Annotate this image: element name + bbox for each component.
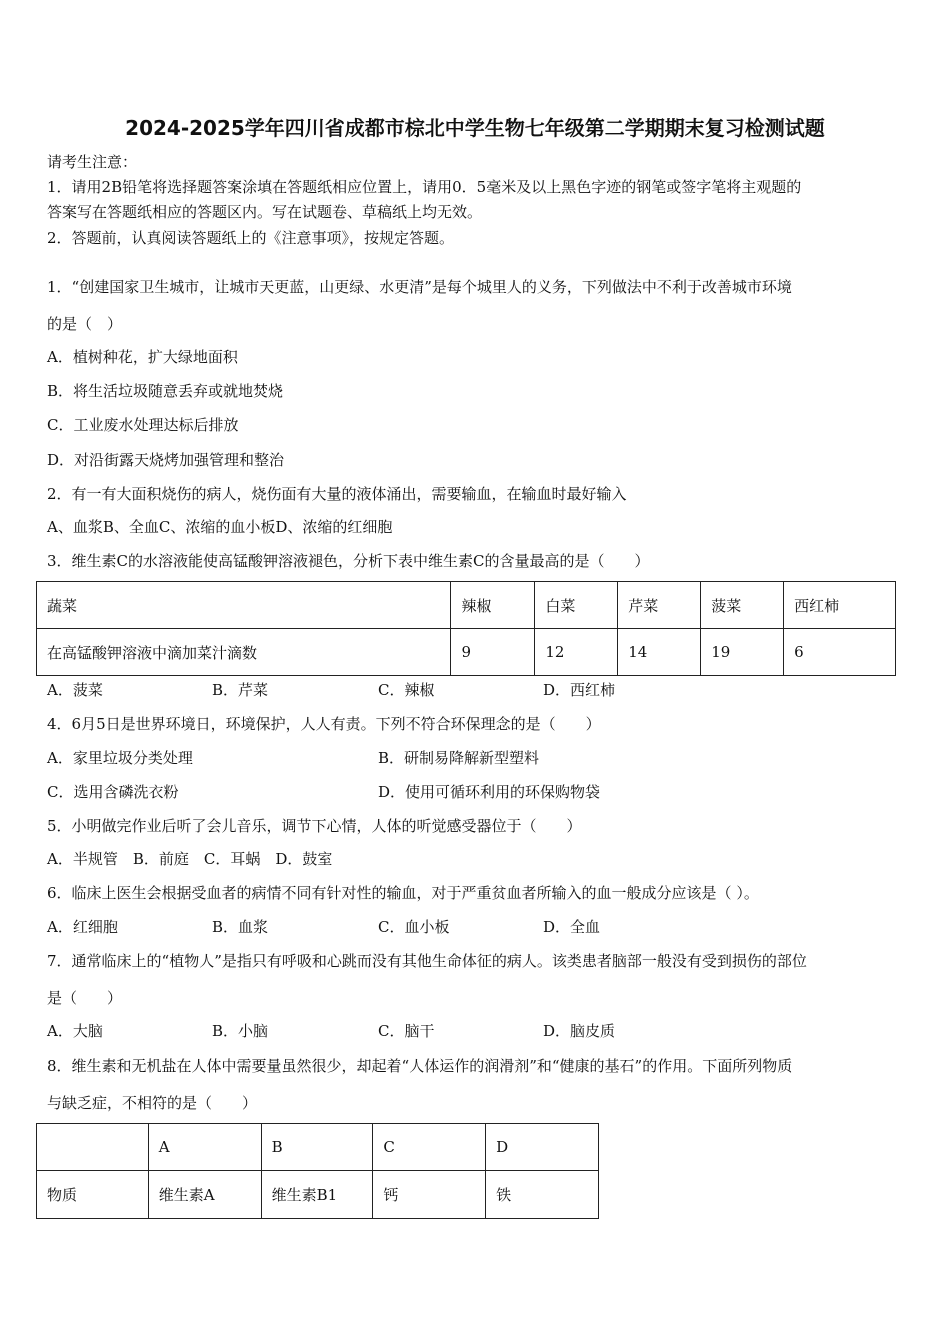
q1-stem-2: 的是（ ） xyxy=(47,315,123,333)
q3-table-cell: 辣椒 xyxy=(451,582,535,629)
q3-table-cell: 14 xyxy=(618,629,701,676)
q7-option-c: C．脑干 xyxy=(378,1022,435,1040)
q8-table-cell: A xyxy=(148,1124,261,1171)
q3-option-c: C．辣椒 xyxy=(378,681,435,699)
q8-table-cell: B xyxy=(261,1124,373,1171)
q3-table-cell: 6 xyxy=(784,629,896,676)
q7-option-a: A．大脑 xyxy=(47,1022,103,1040)
q3-table-cell: 在高锰酸钾溶液中滴加菜汁滴数 xyxy=(37,629,451,676)
notice-heading: 请考生注意： xyxy=(47,153,138,171)
q5-stem: 5．小明做完作业后听了会儿音乐，调节下心情，人体的听觉感受器位于（ ） xyxy=(47,817,582,835)
q3-table-cell: 蔬菜 xyxy=(37,582,451,629)
q1-option-c: C．工业废水处理达标后排放 xyxy=(47,416,239,434)
q8-table-cell: 铁 xyxy=(486,1171,599,1219)
q3-table-cell: 芹菜 xyxy=(618,582,701,629)
q7-option-d: D．脑皮质 xyxy=(543,1022,616,1040)
q1-stem-1: 1．“创建国家卫生城市，让城市天更蓝，山更绿、水更清”是每个城里人的义务，下列做法中不利于改善城市环境 xyxy=(47,278,792,296)
q7-stem-2: 是（ ） xyxy=(47,989,123,1007)
q2-options: A、血浆B、全血C、浓缩的血小板D、浓缩的红细胞 xyxy=(47,518,393,536)
q8-table-cell: C xyxy=(373,1124,486,1171)
q6-option-b: B．血浆 xyxy=(212,918,269,936)
q3-table-cell: 白菜 xyxy=(535,582,618,629)
q8-table-cell: 维生素A xyxy=(148,1171,261,1219)
q8-table xyxy=(36,1123,599,1219)
q3-table-cell: 12 xyxy=(535,629,618,676)
notice-line-1: 1．请用2B铅笔将选择题答案涂填在答题纸相应位置上，请用0．5毫米及以上黑色字迹的钢笔或签字笔将主观题的 xyxy=(47,178,802,196)
q6-option-d: D．全血 xyxy=(543,918,601,936)
q8-table-data-row xyxy=(37,1171,599,1219)
notice-line-2: 答案写在答题纸相应的答题区内。写在试题卷、草稿纸上均无效。 xyxy=(47,203,483,221)
q8-table-cell xyxy=(37,1124,149,1171)
q2-stem: 2．有一有大面积烧伤的病人，烧伤面有大量的液体涌出，需要输血，在输血时最好输入 xyxy=(47,485,627,503)
q5-options: A．半规管 B．前庭 C．耳蜗 D．鼓室 xyxy=(47,850,333,868)
q7-stem-1: 7．通常临床上的“植物人”是指只有呼吸和心跳而没有其他生命体征的病人。该类患者脑部一般没有受到损伤的部位 xyxy=(47,952,807,970)
q8-table-cell: 钙 xyxy=(373,1171,486,1219)
q8-table-cell: 维生素B1 xyxy=(261,1171,373,1219)
q1-option-a: A．植树种花，扩大绿地面积 xyxy=(47,348,238,366)
q3-table-cell: 西红柿 xyxy=(784,582,896,629)
q6-option-c: C．血小板 xyxy=(378,918,450,936)
q6-stem: 6．临床上医生会根据受血者的病情不同有针对性的输血，对于严重贫血者所输入的血一般成分应该是（ ）。 xyxy=(47,884,759,902)
q4-option-b: B．研制易降解新型塑料 xyxy=(378,749,540,767)
q3-table-data-row xyxy=(37,629,896,676)
q8-table-header-row xyxy=(37,1124,599,1171)
q3-table xyxy=(36,581,896,676)
q8-table-cell: 物质 xyxy=(37,1171,149,1219)
q4-option-a: A．家里垃圾分类处理 xyxy=(47,749,193,767)
q1-option-b: B．将生活垃圾随意丢弃或就地焚烧 xyxy=(47,382,284,400)
q4-option-c: C．选用含磷洗衣粉 xyxy=(47,783,179,801)
notice-line-3: 2．答题前，认真阅读答题纸上的《注意事项》，按规定答题。 xyxy=(47,229,455,247)
page-title: 2024-2025学年四川省成都市棕北中学生物七年级第二学期期末复习检测试题 xyxy=(125,116,825,140)
q3-stem: 3．维生素C的水溶液能使高锰酸钾溶液褪色，分析下表中维生素C的含量最高的是（ ） xyxy=(47,552,650,570)
q6-option-a: A．红细胞 xyxy=(47,918,118,936)
q8-stem-1: 8．维生素和无机盐在人体中需要量虽然很少，却起着“人体运作的润滑剂”和“健康的基石”的作用。下面所列物质 xyxy=(47,1057,793,1075)
q1-option-d: D．对沿街露天烧烤加强管理和整治 xyxy=(47,451,285,469)
q4-stem: 4．6月5日是世界环境日，环境保护，人人有责。下列不符合环保理念的是（ ） xyxy=(47,715,601,733)
q7-option-b: B．小脑 xyxy=(212,1022,269,1040)
q3-table-cell: 菠菜 xyxy=(701,582,784,629)
q3-table-header-row xyxy=(37,582,896,629)
q3-option-a: A．菠菜 xyxy=(47,681,103,699)
q3-option-b: B．芹菜 xyxy=(212,681,269,699)
q3-option-d: D．西红柿 xyxy=(543,681,616,699)
q8-table-cell: D xyxy=(486,1124,599,1171)
q3-table-cell: 9 xyxy=(451,629,535,676)
q8-stem-2: 与缺乏症，不相符的是（ ） xyxy=(47,1094,258,1112)
q3-table-cell: 19 xyxy=(701,629,784,676)
q4-option-d: D．使用可循环利用的环保购物袋 xyxy=(378,783,601,801)
